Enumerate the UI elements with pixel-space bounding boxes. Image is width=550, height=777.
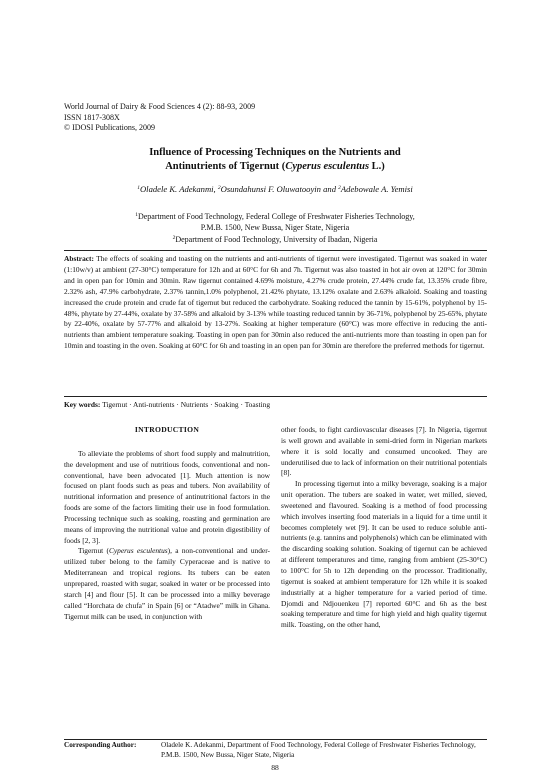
keyword: Tigernut: [102, 400, 128, 409]
right-paragraph-2: In processing tigernut into a milky beverage, soaking is a major unit operation. The tubers are soaked in water, wet milled, sieved, sweetened and flavoured. Soaking is a method of food processing which involves inserting food materials in a liquid for a time until it becomes completely wet [9]. It can be used to reduce soluble anti-nutrients (e.g. tannins and polyphenols) which can be eliminated with the discarding soaking solution. Soaking of tigernut can be achieved at different temperatures and time, ranging from ambient (25-30°C) to 100°C for 5h to 12h depending on the processor. Traditionally, tigernut is soaked at ambient temperature for 12h while it is soaked industrially at a higher temperature for a varied period of time. Djomdi and Ndjouenkeu [7] reported 60°C and 6h as the best soaking temperature and time for high yield and high quality tigernut milk. Toasting, on the other hand,: [281, 479, 487, 630]
journal-header: [64, 102, 255, 134]
section-heading-introduction: INTRODUCTION: [134, 425, 200, 434]
abstract-label: Abstract:: [64, 254, 94, 263]
affiliation-2-text: Department of Food Technology, University of Ibadan, Nigeria: [175, 235, 378, 245]
left-column: [64, 425, 270, 622]
affiliation-1-text: Department of Food Technology, Federal College of Freshwater Fisheries Technology,: [137, 212, 415, 221]
title-line-1: Influence of Processing Techniques on the Nutrients and: [149, 147, 401, 158]
footer-rule: [64, 739, 487, 740]
title-species-name: Cyperus esculentus: [285, 161, 370, 172]
keyword-separator: ·: [176, 400, 179, 409]
paper-title: [0, 146, 550, 174]
intro-paragraph-1: To alleviate the problems of short food supply and malnutrition, the development and use of nutritious foods, conventional and non-conventional, have been advocated [1]. Much attention is now focused on plant foods such as peas and tubers. Non availability of nutritional information and presence of antinutritional factors in the foods are some of the factors limiting their use in food formulation. Processing technique such as soaking, roasting and germination are means of improving the nutritional value and protein digestibility of foods [2, 3].: [64, 448, 270, 545]
affiliation-1-line-1: [0, 210, 550, 223]
keyword: Toasting: [244, 400, 271, 409]
journal-issn: ISSN 1817-308X: [64, 112, 120, 122]
intro-p2-pre: Tigernut (: [78, 546, 109, 556]
keyword: Nutrients: [180, 400, 209, 409]
keyword: Anti-nutrients: [133, 400, 175, 409]
intro-p2-species: Cyperus esculentus: [108, 546, 168, 556]
abstract-bottom-rule: [64, 396, 487, 397]
right-column: [281, 425, 487, 631]
keywords-label: Key words:: [64, 400, 101, 409]
affiliation-2-mark: 2: [172, 235, 176, 242]
abstract-top-rule: [64, 250, 487, 251]
keyword: Soaking: [214, 400, 239, 409]
affiliation-1-line-2: P.M.B. 1500, New Bussa, Niger State, Nigeria: [200, 222, 350, 232]
title-line-2: [0, 160, 550, 174]
affiliation-2: [0, 233, 550, 246]
author-3-affiliation-mark: 2: [338, 185, 341, 191]
abstract-text: The effects of soaking and toasting on the nutrients and anti-nutrients of tigernut were investigated. Tigernut was soaked in water (1:10w/v) at ambient (27-30°C) temperature for 12h and at 60°C for 6h and 7h. Tigernut was also toasted in hot air oven at 120°C for 30min and in open pan for 10min and 30min. Raw tigernut contained 4.69% moisture, 4.27% crude protein, 27.44% crude fat, 13.35% crude fibre, 2.32% ash, 47.9% carbohydrate, 2.37% tannin,1.0% polyphenol, 21.42% phytate, 13.12% oxalate and 2.63% alkaloid. Soaking and toasting increased the crude protein and crude fat of tigernut but reduced the carbohydrate. Soaking reduced the tannin by 15-61%, polyphenol by 15-48%, phytate by 27-44%, oxalate by 37-58% and alkaloid by 3-13% while toasting reduced tannin by 36-71%, polyphenol by 25-65%, phytate by 22-40%, oxalate by 57-77% and alkaloid by 13-27%. Soaking at higher temperature (60°C) was more effective in reducing the anti-nutrients than ambient temperature soaking. Toasting in open pan for 30min also reduced the anti-nutrients more than toasting in open pan for 10min and toasting in the oven. Soaking at 60°C for 6h and toasting in an open pan for 30min are therefore the preferred methods for tigernut.: [64, 254, 487, 351]
author-list: [0, 183, 550, 195]
affiliation-1-mark: 1: [135, 212, 138, 218]
corresponding-author-label: Corresponding Author:: [64, 741, 137, 749]
author-2-affiliation-mark: 2: [217, 185, 221, 191]
keyword-separator: ·: [240, 400, 243, 409]
author-1-name: Oladele K. Adekanmi,: [139, 184, 218, 194]
page-number: 88: [271, 763, 279, 772]
title-text-post: L.): [369, 161, 385, 172]
corresponding-author-text: Oladele K. Adekanmi, Department of Food Technology, Federal College of Freshwater Fisheries Technology, P.M.B. 1500, New Bussa, Niger State, Nigeria: [161, 741, 476, 759]
journal-citation: World Journal of Dairy & Food Sciences 4 (2): 88-93, 2009: [64, 102, 256, 111]
keyword-separator: ·: [129, 400, 132, 409]
author-3-name: Adebowale A. Yemisi: [340, 184, 413, 194]
title-text-pre: Antinutrients of Tigernut (: [165, 161, 286, 172]
keyword-separator: ·: [210, 400, 213, 409]
intro-paragraph-2: [64, 546, 270, 622]
author-2-name: Osundahunsi F. Oluwatooyin and: [220, 184, 339, 194]
affiliations: [0, 210, 550, 246]
author-1-affiliation-mark: 1: [137, 185, 140, 191]
keywords: [64, 400, 270, 409]
journal-copyright: © IDOSI Publications, 2009: [64, 123, 155, 132]
right-paragraph-1: other foods, to fight cardiovascular diseases [7]. In Nigeria, tigernut is well grown and available in semi-dried form in Nigerian markets where it is sold locally and consumed uncooked. They are underutilised due to lack of information on their nutritional potentials [8].: [281, 425, 487, 478]
abstract: [64, 254, 487, 352]
intro-p2-post: ), a non-conventional and under-utilized tuber belong to the family Cyperaceae and is native to Mediterranean and tropical regions. Its tubers can be eaten unprepared, roasted with sugar, soaked in water or be processed into starch [4] and flour [5]. It can be processed into a milky beverage called “Horchata de chufa” in Spain [6] or “Atadwe” milk in Ghana. Tigernut milk can be used, in conjunction with: [64, 546, 270, 621]
